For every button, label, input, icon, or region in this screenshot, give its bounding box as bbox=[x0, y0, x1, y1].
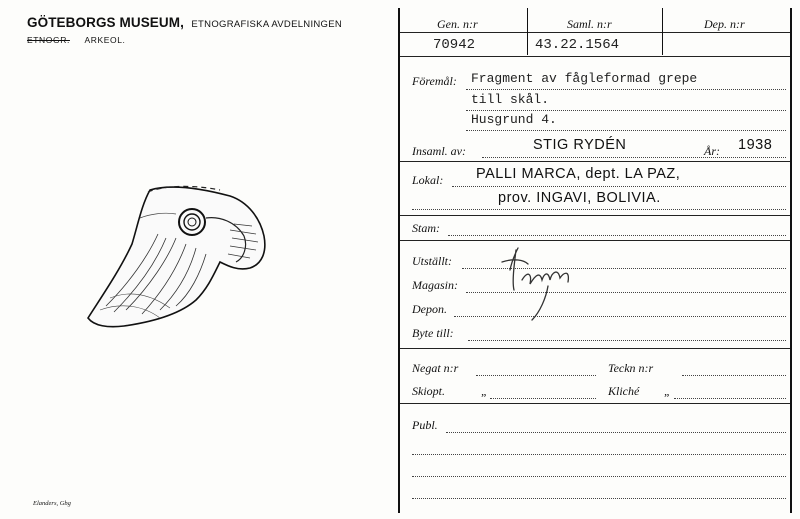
year-label: År: bbox=[704, 144, 720, 158]
saml-nr-label: Saml. n:r bbox=[567, 17, 612, 31]
gen-nr-value: 70942 bbox=[433, 37, 476, 53]
dotted-rule bbox=[468, 340, 786, 341]
magasin-label: Magasin: bbox=[412, 278, 458, 292]
dotted-rule bbox=[466, 110, 786, 111]
museum-department: ETNOGRAFISKA AVDELNINGEN bbox=[191, 19, 343, 30]
dotted-rule bbox=[682, 375, 786, 376]
handwritten-signature bbox=[492, 240, 582, 324]
dotted-rule bbox=[452, 186, 786, 187]
skiopt-ditto: „ bbox=[481, 384, 488, 398]
teckn-label: Teckn n:r bbox=[608, 361, 654, 375]
column-divider-2 bbox=[662, 8, 663, 55]
dotted-rule bbox=[466, 130, 786, 131]
dotted-rule bbox=[412, 454, 786, 455]
kliche-label: Kliché bbox=[608, 384, 640, 398]
foremal-line-3: Husgrund 4. bbox=[471, 112, 557, 127]
form-left-border bbox=[398, 8, 400, 513]
dotted-rule bbox=[412, 476, 786, 477]
dotted-rule bbox=[412, 498, 786, 499]
section-rule bbox=[400, 403, 790, 404]
publ-label: Publ. bbox=[412, 418, 438, 432]
stam-label: Stam: bbox=[412, 221, 440, 235]
section-rule bbox=[400, 215, 790, 216]
insamlat-value: STIG RYDÉN bbox=[533, 137, 627, 153]
saml-nr-value: 43.22.1564 bbox=[535, 37, 620, 53]
dotted-rule bbox=[476, 375, 596, 376]
foremal-line-2: till skål. bbox=[471, 92, 550, 107]
dotted-rule bbox=[446, 432, 786, 433]
lokal-label: Lokal: bbox=[412, 173, 444, 187]
column-header-rule bbox=[400, 32, 790, 33]
form-right-border bbox=[790, 8, 792, 513]
column-divider-1 bbox=[527, 8, 528, 55]
negat-label: Negat n:r bbox=[412, 361, 459, 375]
museum-header bbox=[27, 14, 342, 32]
dotted-rule bbox=[448, 235, 786, 236]
foremal-label: Föremål: bbox=[412, 74, 457, 88]
section-rule bbox=[400, 348, 790, 349]
byte-label: Byte till: bbox=[412, 326, 454, 340]
dotted-rule bbox=[412, 209, 786, 210]
printer-imprint: Elanders, Gbg bbox=[33, 500, 71, 507]
foremal-line-1: Fragment av fågleformad grepe bbox=[471, 71, 698, 86]
lokal-line-1: PALLI MARCA, dept. LA PAZ, bbox=[476, 166, 681, 182]
gen-nr-label: Gen. n:r bbox=[437, 17, 478, 31]
depon-label: Depon. bbox=[412, 302, 447, 316]
dotted-rule bbox=[490, 398, 596, 399]
insamlat-label: Insaml. av: bbox=[412, 144, 466, 158]
lokal-line-2: prov. INGAVI, BOLIVIA. bbox=[498, 190, 661, 206]
sub-department-archaeology: ARKEOL. bbox=[84, 35, 126, 45]
dotted-rule bbox=[466, 89, 786, 90]
dotted-rule bbox=[674, 398, 786, 399]
utstallt-label: Utställt: bbox=[412, 254, 453, 268]
year-value: 1938 bbox=[738, 137, 773, 153]
museum-name: GÖTEBORGS MUSEUM, bbox=[27, 15, 184, 30]
kliche-ditto: „ bbox=[664, 384, 671, 398]
sub-department-struck: ETNOGR. bbox=[27, 35, 70, 45]
artifact-drawing bbox=[80, 178, 280, 338]
dotted-rule bbox=[482, 157, 786, 158]
column-block-rule bbox=[400, 56, 790, 57]
sub-department bbox=[27, 35, 126, 45]
section-rule bbox=[400, 240, 790, 241]
skiopt-label: Skiopt. bbox=[412, 384, 445, 398]
section-rule bbox=[400, 161, 790, 162]
dep-nr-label: Dep. n:r bbox=[704, 17, 745, 31]
